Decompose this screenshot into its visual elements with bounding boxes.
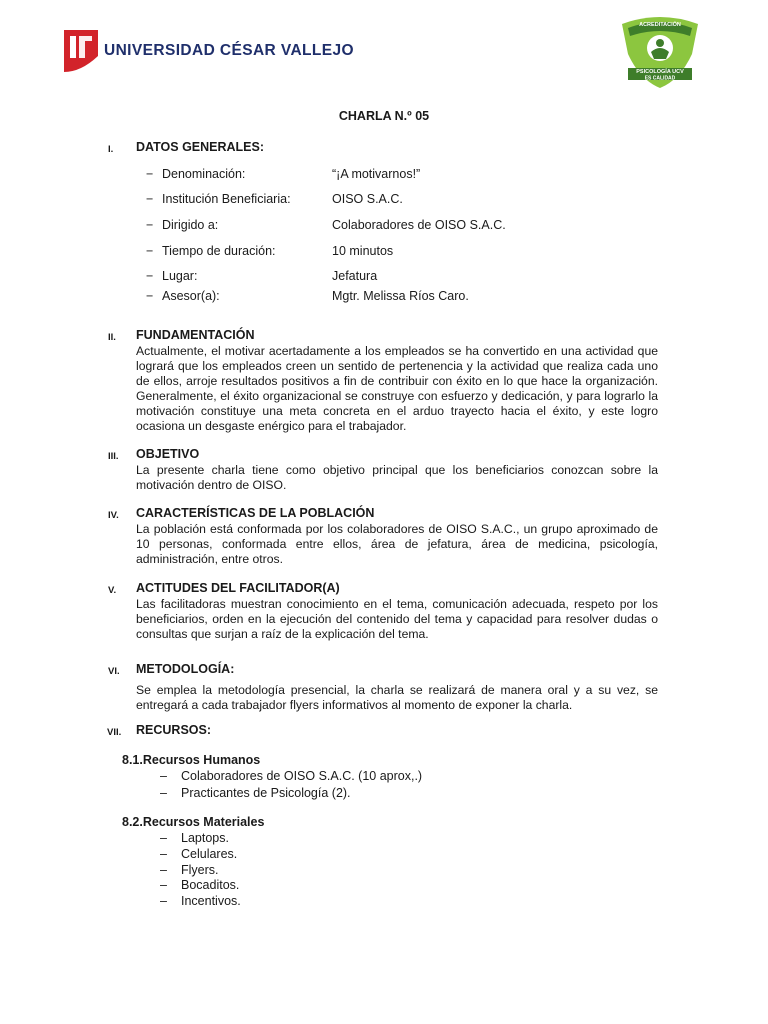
datos-value: OISO S.A.C. bbox=[332, 192, 403, 206]
datos-value: Colaboradores de OISO S.A.C. bbox=[332, 218, 506, 232]
datos-value: Mgtr. Melissa Ríos Caro. bbox=[332, 289, 469, 303]
datos-label: Denominación: bbox=[162, 167, 246, 181]
list-dash: − bbox=[146, 269, 154, 283]
list-dash: – bbox=[160, 863, 167, 877]
list-item: Colaboradores de OISO S.A.C. (10 aprox,.) bbox=[181, 769, 423, 783]
datos-label: Tiempo de duración: bbox=[162, 244, 276, 258]
list-dash: – bbox=[160, 786, 167, 800]
list-dash: − bbox=[146, 218, 154, 232]
recursos-materiales-title: 8.2.Recursos Materiales bbox=[122, 815, 265, 829]
university-name: UNIVERSIDAD CÉSAR VALLEJO bbox=[104, 42, 354, 59]
list-item: Laptops. bbox=[181, 831, 229, 845]
section-4-title: CARACTERÍSTICAS DE LA POBLACIÓN bbox=[136, 506, 375, 520]
document-title: CHARLA N.º 05 bbox=[338, 109, 430, 123]
list-dash: – bbox=[160, 831, 167, 845]
datos-label: Lugar: bbox=[162, 269, 198, 283]
section-1-number: I. bbox=[108, 144, 114, 155]
section-4-text: La población está conformada por los colaboradores de OISO S.A.C., un grupo aproximado de 10 personas, conformada entre ellos, área de jefatura, área de medicina, psicología, administración, entre otros. bbox=[136, 522, 658, 566]
section-7-number: VII. bbox=[107, 727, 122, 738]
ucv-logo bbox=[64, 30, 354, 72]
badge-line2: ES CALIDAD bbox=[644, 75, 676, 82]
list-dash: − bbox=[146, 289, 154, 303]
badge-top-text: ACREDITACIÓN bbox=[639, 22, 681, 28]
list-item: Practicantes de Psicología (2). bbox=[181, 786, 351, 800]
section-2-number: II. bbox=[108, 332, 116, 343]
list-dash: − bbox=[146, 192, 154, 206]
list-dash: – bbox=[160, 878, 167, 892]
section-5-title: ACTITUDES DEL FACILITADOR(A) bbox=[136, 581, 340, 595]
section-6-title: METODOLOGÍA: bbox=[136, 662, 235, 676]
list-item: Incentivos. bbox=[181, 894, 241, 908]
section-7-title: RECURSOS: bbox=[136, 723, 212, 737]
list-item: Bocaditos. bbox=[181, 878, 240, 892]
list-dash: − bbox=[146, 167, 154, 181]
section-6-text: Se emplea la metodología presencial, la charla se realizará de manera oral y a su vez, se entregará a cada trabajador flyers informativos al momento de exponer la charla. bbox=[136, 683, 658, 712]
section-2-text: Actualmente, el motivar acertadamente a los empleados se ha convertido en una actividad que logrará que los empleados creen un sentido de pertenencia y la actividad que realiza cada uno de ellos, arroje resultados positivos a fin de contribuir con éxito en lo que hace la organización. Generalmente, el éxito organizacional se construye con esfuerzo y dedicación, y para lograrlo la motivación constituye una meta concreta en el arduo trayecto hacia el éxito, y este logro ocasiona un desgaste enérgico para el trabajador. bbox=[136, 344, 658, 433]
list-dash: − bbox=[146, 244, 154, 258]
list-item: Celulares. bbox=[181, 847, 238, 861]
section-5-text: Las facilitadoras muestran conocimiento en el tema, comunicación adecuada, respeto por los beneficiarios, orden en la ejecución del contenido del tema y capacidad para resolver dudas o consultas que surjan a raíz de la explicación del tema. bbox=[136, 597, 658, 641]
section-2-title: FUNDAMENTACIÓN bbox=[136, 328, 255, 342]
list-dash: – bbox=[160, 847, 167, 861]
badge-line1: PSICOLOGÍA UCV bbox=[636, 69, 684, 75]
recursos-humanos-title: 8.1.Recursos Humanos bbox=[122, 753, 261, 767]
datos-label: Dirigido a: bbox=[162, 218, 219, 232]
section-6-number: VI. bbox=[108, 666, 120, 677]
datos-label: Institución Beneficiaria: bbox=[162, 192, 291, 206]
list-dash: – bbox=[160, 769, 167, 783]
section-3-title: OBJETIVO bbox=[136, 447, 200, 461]
ucv-shield-icon bbox=[64, 30, 98, 72]
section-3-number: III. bbox=[108, 451, 119, 462]
list-item: Flyers. bbox=[181, 863, 219, 877]
section-5-number: V. bbox=[108, 585, 117, 596]
list-dash: – bbox=[160, 894, 167, 908]
datos-value: Jefatura bbox=[332, 269, 378, 283]
accreditation-badge-icon bbox=[620, 14, 700, 92]
section-1-title: DATOS GENERALES: bbox=[136, 140, 265, 154]
section-3-text: La presente charla tiene como objetivo principal que los beneficiarios conozcan sobre la motivación dentro de OISO. bbox=[136, 463, 658, 492]
datos-label: Asesor(a): bbox=[162, 289, 220, 303]
section-4-number: IV. bbox=[108, 510, 119, 521]
datos-value: 10 minutos bbox=[332, 244, 394, 258]
datos-value: “¡A motivarnos!” bbox=[332, 167, 421, 181]
